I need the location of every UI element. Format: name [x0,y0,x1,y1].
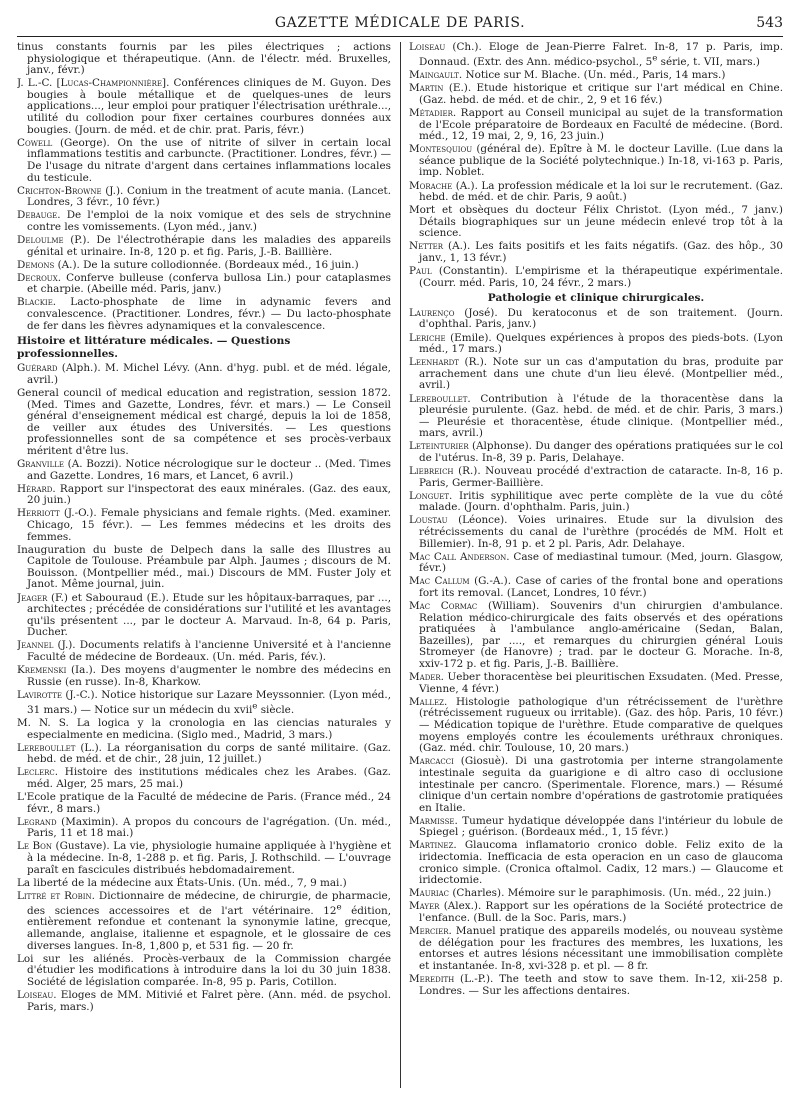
entry-author: Montesquiou [409,143,473,156]
bibliography-entry [17,718,391,741]
entry-text: (R.). Note sur un cas d'amputation du bras, produite par arrachement dans une chute d'un lieu élevé. (Montpellier méd., avril.) [419,356,783,392]
entry-author: Lavirotte [17,688,63,701]
bibliography-entry [17,545,391,591]
right-entries-a [409,42,783,289]
left-entries-b [17,363,391,1013]
bibliography-entry [409,108,783,143]
entry-text: De l'emploi de la noix vomique et des sels de strychnine contre les vomissements. (Lyon méd., janv.) [27,209,391,233]
bibliography-entry [17,767,391,790]
entry-text: (William). Souvenirs d'un chirurgien d'ambulance. Relation médico-chirurgicale des faits observés et des opérations pratiquées à l'ambulance anglo-américaine (Sedan, Balan, Bazeilles), par ...., et remarques du chirurgien général Louis Stromeyer (de Hanovre) ; trad. par le docteur G. Morache. In-8, xxiv-172 p. et fig. Paris, J.-B. Baillière. [419,600,783,671]
bibliography-entry [409,333,783,356]
bibliography-entry [409,357,783,392]
entry-author: Jeager [17,591,48,604]
entry-text: Dictionnaire de médecine, de chirurgie, de pharmacie, des sciences accessoires et de l'art vétérinaire. 12e édition, entièrement refondue et contenant la synonymie latine, grecque, allemande, anglaise, italienne et espagnole, et le glossaire de ces diverses langues. In-8, 1,800 p, et 531 fig. — 20 fr. [27,889,391,952]
bibliography-entry [17,210,391,233]
entry-author: Lereboullet. [409,392,471,405]
entry-author: Leclerc. [17,766,59,779]
entry-text: La liberté de la médecine aux États-Unis. (Un. méd., 7, 9 mai.) [17,876,347,889]
bibliography-entry [17,593,391,639]
entry-text: (Charles). Mémoire sur le paraphimosis. (Un. méd., 22 juin.) [449,887,772,900]
bibliography-entry [409,466,783,489]
bibliography-entry [409,756,783,814]
entry-author: Lereboullet [17,741,76,754]
bibliography-entry [17,297,391,332]
entry-author: Leenhardt [409,356,459,369]
entry-text: Ueber thoracentèse bei pleuritischen Exsudaten. (Med. Presse, Vienne, 4 févr.) [419,671,783,695]
bibliography-entry [409,816,783,839]
entry-author: Marmisse. [409,814,458,827]
bibliography-entry [17,388,391,458]
entry-text: (L.-P.). The teeth and stow to save them. In-12, xii-258 p. Londres. — Sur les affections dentaires. [419,973,783,997]
bibliography-entry [409,241,783,264]
entry-author: Mauriac [409,887,450,900]
entry-text: Notice sur M. Blache. (Un. méd., Paris, 14 mars.) [462,69,726,82]
entry-text: (Alph.). M. Michel Lévy. (Ann. d'hyg. publ. et de méd. légale, avril.) [27,362,391,386]
entry-author: Cowell [17,136,53,149]
entry-author: Blackie. [17,296,57,309]
left-entries-a [17,42,391,332]
bibliography-entry [409,601,783,671]
entry-author: Guérard [17,362,58,375]
entry-author: Loiseau [409,42,446,53]
bibliography-entry [409,42,783,69]
bibliography-entry [17,235,391,258]
bibliography-entry [17,260,391,272]
bibliography-entry [17,363,391,386]
entry-text: (J.-O.). Female physicians and female rights. (Med. examiner. Chicago, 15 févr.). — Les femmes médecins et les droits des femmes. [27,507,391,543]
bibliography-entry [409,888,783,900]
entry-text: tinus constants fournis par les piles électriques ; actions physiologique et thérapeutique. (Ann. de l'électr. méd. Bruxelles, janv., févr.) [17,42,391,77]
entry-author: Legrand [17,815,57,828]
entry-text: (G.-A.). Case of caries of the frontal bone and operations fort its removal. (Lancet, Londres, 10 févr.) [419,575,783,599]
bibliography-entry [17,743,391,766]
bibliography-entry [17,138,391,184]
entry-author: Mader. [409,671,444,684]
bibliography-entry [17,484,391,507]
entry-author: Morache [409,179,453,192]
entry-text: Manuel pratique des appareils modelés, ou nouveau système de délégation pour les fractures des membres, les luxations, les entorses et autres lésions nécessitant une immobilisation complète et instantanée. In-8, xvi-328 p. et pl. — 8 fr. [419,925,783,972]
entry-text: Glaucoma inflamatorio cronico doble. Feliz exito de la iridectomia. Inefficacia de esta operacion en un caso de glaucoma cronico simple. (Cronica oftalmol. Cadix, 12 mars.) — Glaucome et iridectomie. [419,839,783,887]
bibliography-entry [409,672,783,695]
bibliography-entry [409,515,783,550]
entry-author: Hérard. [17,482,56,495]
right-entries-b [409,308,783,997]
bibliography-entry [409,552,783,575]
entry-text: (Alex.). Rapport sur les opérations de la Société protectrice de l'enfance. (Bull. de la Soc. Paris, mars.) [419,900,783,925]
entry-text: (Emile). Quelques expériences à propos des pieds-bots. (Lyon méd., 17 mars.) [419,331,783,356]
bibliography-entry [17,954,391,989]
bibliography-entry [17,841,391,876]
entry-author: Le Bon [17,840,53,853]
entry-text: (Maximin). A propos du concours de l'agrégation. (Un. méd., Paris, 11 et 18 mai.) [27,815,391,840]
entry-text: Conférences cliniques de M. Guyon. Des bougies à boule métallique et de quelques-unes de leurs applications..., leur emploi pour pratiquer l'électrisation uréthrale..., utilité du collodion pour fixer certaines courbures données aux bougies. (Journ. de méd. et de chir. prat. Paris, févr.) [27,77,391,136]
entry-text: (Giosuè). Di una gastrotomia per interne strangolamente intestinale seguita da guarigione e di altro caso di occlusione intestinale per cancro. (Sperimentale. Florence, mars.) — Résumé clinique d'un certain nombre d'opérations de gastrotomie pratiquées en Italie. [419,755,783,814]
entry-text: Case of mediastinal tumour. (Med, journ. Glasgow, févr.) [419,550,783,575]
bibliography-entry [17,78,391,136]
entry-text: Tumeur hydatique développée dans l'intérieur du lobule de Spiegel ; guérison. (Bordeaux méd., 1, 15 févr.) [419,814,783,839]
entry-text: Inauguration du buste de Delpech dans la salle des Illustres au Capitole de Toulouse. Préambule par Alph. Jaumes ; discours de M. Bouisson. (Montpellier méd., mai.) Discours de MM. Fuster Joly et Janot. Même journal, juin. [17,543,391,591]
entry-author: Mac Callum [409,575,470,588]
entry-author: Maingault. [409,69,463,82]
entry-text: (J.). Conium in the treatment of acute mania. (Lancet. Londres, 3 févr., 10 févr.) [27,184,391,209]
entry-author: Liebreich [409,465,454,478]
bibliography-entry [17,878,391,890]
entry-author: Granville [17,458,64,470]
entry-text: (Ch.). Eloge de Jean-Pierre Falret. In-8, 17 p. Paris, imp. Donnaud. (Extr. des Ann. médico-psychol., 5e série, t. VII, mars.) [419,42,783,69]
bibliography-entry [17,990,391,1013]
left-column [17,42,391,1088]
right-column [409,42,783,1088]
bibliography-entry [409,974,783,997]
entry-text: (J.-C.). Notice historique sur Lazare Meyssonnier. (Lyon méd., 31 mars.) — Notice sur un médecin du xvii$^e$ siècle. [27,688,391,716]
entry-author: Kremenski [17,664,67,677]
entry-text: Histoire des institutions médicales chez les Arabes. (Gaz. méd. Alger, 25 mars, 25 mai.) [27,766,391,790]
entry-text: Loi sur les aliénés. Procès-verbaux de la Commission chargée d'étudier les modifications à introduire dans la loi du 30 juin 1838. Société de législation comparée. In-8, 95 p. Paris, Cotillon. [17,952,391,988]
entry-text: (José). Du keratoconus et de son traitement. (Journ. d'ophthal. Paris, janv.) [419,306,783,331]
bibliography-entry [409,266,783,289]
entry-text: Rapport au Conseil municipal au sujet de la transformation de l'Ecole préparatoire de Bordeaux en Faculté de médecine. (Bord. méd., 12, 19 mai, 2, 9, 16, 23 juin.) [419,106,783,143]
entry-author: Littré et Robin. [17,889,95,902]
entry-text: La logica y la cronologia en las ciencias naturales y especialmente en medicina. (Siglo med., Madrid, 3 mars.) [27,716,391,741]
entry-text: (Constantin). L'empirisme et la thérapeutique expérimentale. (Courr. méd. Paris, 10, 24 févr., 2 mars.) [419,265,783,289]
entry-text: General council of medical education and registration, session 1872. (Med. Times and Gazette, Londres, févr. et mars.) — Le Conseil général d'enseignement médical est chargé, depuis la loi de 1858, de veiller aux études des Universités. — Les questions professionnelles sont de sa compétence et ses procès-verbaux méritent d'être lus. [17,386,391,457]
entry-text: (P.). De l'électrothérapie dans les maladies des appareils génital et urinaire. In-8, 120 p. et fig. Paris, J.-B. Baillière. [27,234,391,258]
bibliography-entry [409,840,783,886]
entry-text: (R.). Nouveau procédé d'extraction de cataracte. In-8, 16 p. Paris, Germer-Baillière. [419,465,783,489]
entry-author: Jeannel [17,639,54,652]
entry-text: (A.). La profession médicale et la loi sur le recrutement. (Gaz. hebd. de méd. et de chir. Paris, 9 août.) [419,179,783,204]
entry-author: Loiseau. [17,988,57,1001]
journal-page [17,12,783,1088]
entry-text: Rapport sur l'inspectorat des eaux minérales. (Gaz. des eaux, 20 juin.) [27,482,391,507]
section-heading-history: Histoire et littérature médicales. — Questions professionnelles. [17,335,291,360]
bibliography-entry [17,817,391,840]
entry-text: (Ia.). Des moyens d'augmenter le nombre des médecins en Russie (en russe). In-8, Kharkow. [27,664,391,688]
entry-text: Mort et obsèques du docteur Félix Christot. (Lyon méd., 7 janv.) Détails biographiques sur un jeune médecin enlevé trop tôt à la science. [409,204,783,240]
entry-author: Meredith [409,973,455,985]
entry-author: Mayer [409,900,440,913]
entry-author: Loustau [409,514,448,527]
entry-text: (Gustave). La vie, physiologie humaine appliquée à l'hygiène et à la médecine. In-8, 1-288 p. et fig. Paris, J. Rothschild. — L'ouvrage paraît en fascicules distribués hebdomadairement. [27,840,391,876]
bibliography-entry [17,690,391,717]
entry-text: Contribution à l'étude de la thoracentèse dans la pleurésie purulente. (Gaz. hebd. de méd. et de chir. Paris, 3 mars.) — Pleurésie et thoracentèse, étude clinique. (Montpellier méd., mars, avril.) [419,392,783,440]
entry-text: (Léonce). Voies urinaires. Etude sur la divulsion des rétrécissements du canal de l'urèthre (procédés de MM. Holt et Billemier). In-8, 91 p. et 2 pl. Paris, Adr. Delahaye. [419,514,783,550]
entry-text: (Alphonse). Du danger des opérations pratiquées sur le col de l'utérus. In-8, 39 p. Paris, Delahaye. [419,440,783,464]
entry-text: (J.). Documents relatifs à l'ancienne Université et à l'ancienne Faculté de médecine de Bordeaux. (Un. méd. Paris, fév.). [27,639,391,663]
text-columns [17,42,783,1088]
bibliography-entry [409,83,783,106]
bibliography-entry [17,508,391,543]
entry-text: (A. Bozzi). Notice nécrologique sur le docteur .. (Med. Times and Gazette. Londres, 16 mars, et Lancet, 6 avril.) [27,458,391,482]
entry-author: Martinez. [409,839,457,852]
entry-text: (E.). Etude historique et critique sur l'art médical en Chine. (Gaz. hebd. de méd. et de chir., 2, 9 et 16 fév.) [419,82,783,106]
section-heading-surgery: Pathologie et clinique chirurgicales. [487,292,705,305]
entry-text: (général de). Epître à M. le docteur Laville. (Lue dans la séance publique de la Société polytechnique.) In-18, vi-163 p. Paris, imp. Noblet. [419,143,783,179]
entry-text: (L.). La réorganisation du corps de santé militaire. (Gaz. hebd. de méd. et de chir., 28 juin, 12 juillet.) [27,741,391,766]
bibliography-entry [409,181,783,204]
entry-text: L'Ecole pratique de la Faculté de médecine de Paris. (France méd., 24 févr., 8 mars.) [17,791,391,815]
entry-author: Mac Cormac [409,600,478,613]
bibliography-entry [409,308,783,331]
entry-author: Mercier. [409,925,452,938]
bibliography-entry [409,926,783,972]
entry-author: Longuet. [409,489,453,502]
entry-text: (A.). De la suture collodionnée. (Bordeaux méd., 16 juin.) [54,258,359,271]
bibliography-entry [409,394,783,440]
bibliography-entry [409,576,783,599]
bibliography-entry [17,186,391,209]
entry-text: (George). On the use of nitrite of silver in certain local inflammations testitis and carbuncte. (Practitioner. Londres, févr.) — De l'usage du nitrate d'argent dans certaines inflammations locales du testicule. [27,136,391,184]
bibliography-entry [17,459,391,482]
entry-text: Lacto-phosphate de lime in adynamic fevers and convalescence. (Practitioner. Londres, févr.) — Du lacto-phosphate de fer dans les fièvres adynamiques et la convalescence. [27,296,391,332]
entry-author: Métadier. [409,106,457,119]
entry-author: Decroux. [17,271,61,284]
entry-author: Mallez. [409,695,448,708]
entry-text: (F.) et Sabouraud (E.). Etude sur les hôpitaux-barraques, par ..., architectes ; précédée de considérations sur l'utilité et les avantages qu'ils présentent ..., par le docteur A. Marvaud. In-8, 64 p. Paris, Ducher. [27,591,391,639]
entry-author: Laurenço [409,306,455,319]
bibliography-entry [17,792,391,815]
bibliography-entry [409,441,783,464]
entry-author: Crichton-Browne [17,184,102,197]
bibliography-entry [409,491,783,514]
entry-author: Mac Call Anderson. [409,550,510,563]
entry-author: Herriott [17,507,60,520]
entry-text: Histologie pathologique d'un rétrécissement de l'urèthre (rétrécissement rugueux ou irritable). (Gaz. des hôp. Paris, 10 févr.) — Médication topique de l'urèthre. Etude comparative de quelques moyens employés contre les écoulements uréthraux chroniques. (Gaz. méd. chir. Toulouse, 10, 20 mars.) [419,695,783,755]
entry-author: M. N. S. [17,716,69,729]
entry-author: Martin [409,82,444,95]
entry-text: Conferve bulleuse (conferva bullosa Lin.) pour cataplasmes et charpie. (Abeille méd. Paris, janv.) [27,271,391,296]
bibliography-entry [17,273,391,296]
bibliography-entry [409,144,783,179]
entry-author: Leteinturier [409,440,469,453]
page-number: 543 [756,15,783,31]
bibliography-entry [409,697,783,755]
bibliography-entry [17,665,391,688]
bibliography-entry [17,42,391,77]
bibliography-entry [409,205,783,240]
entry-author: Marcacci [409,755,454,768]
entry-author: Demons [17,258,55,271]
journal-title: GAZETTE MÉDICALE DE PARIS. [274,15,526,31]
entry-author: Netter [409,240,444,253]
entry-text: (A.). Les faits positifs et les faits négatifs. (Gaz. des hôp., 30 janv., 1, 13 févr.) [419,240,783,265]
bibliography-entry [409,901,783,924]
entry-author: Paul [409,265,432,278]
entry-text: Iritis syphilitique avec perte complète de la vue du côté malade. (Journ. d'ophthalm. Paris, juin.) [419,489,783,514]
running-header [17,12,783,37]
bibliography-entry [17,640,391,663]
bibliography-entry [17,891,391,952]
entry-author: Deloulme [17,234,64,246]
entry-author: Leriche [409,331,446,344]
entry-text: Eloges de MM. Mitivié et Falret père. (Ann. méd. de psychol. Paris, mars.) [27,988,391,1013]
entry-author: J. L.-C. [Lucas-Championnière]. [17,77,170,90]
bibliography-entry [409,70,783,82]
entry-author: Debauge. [17,209,61,222]
